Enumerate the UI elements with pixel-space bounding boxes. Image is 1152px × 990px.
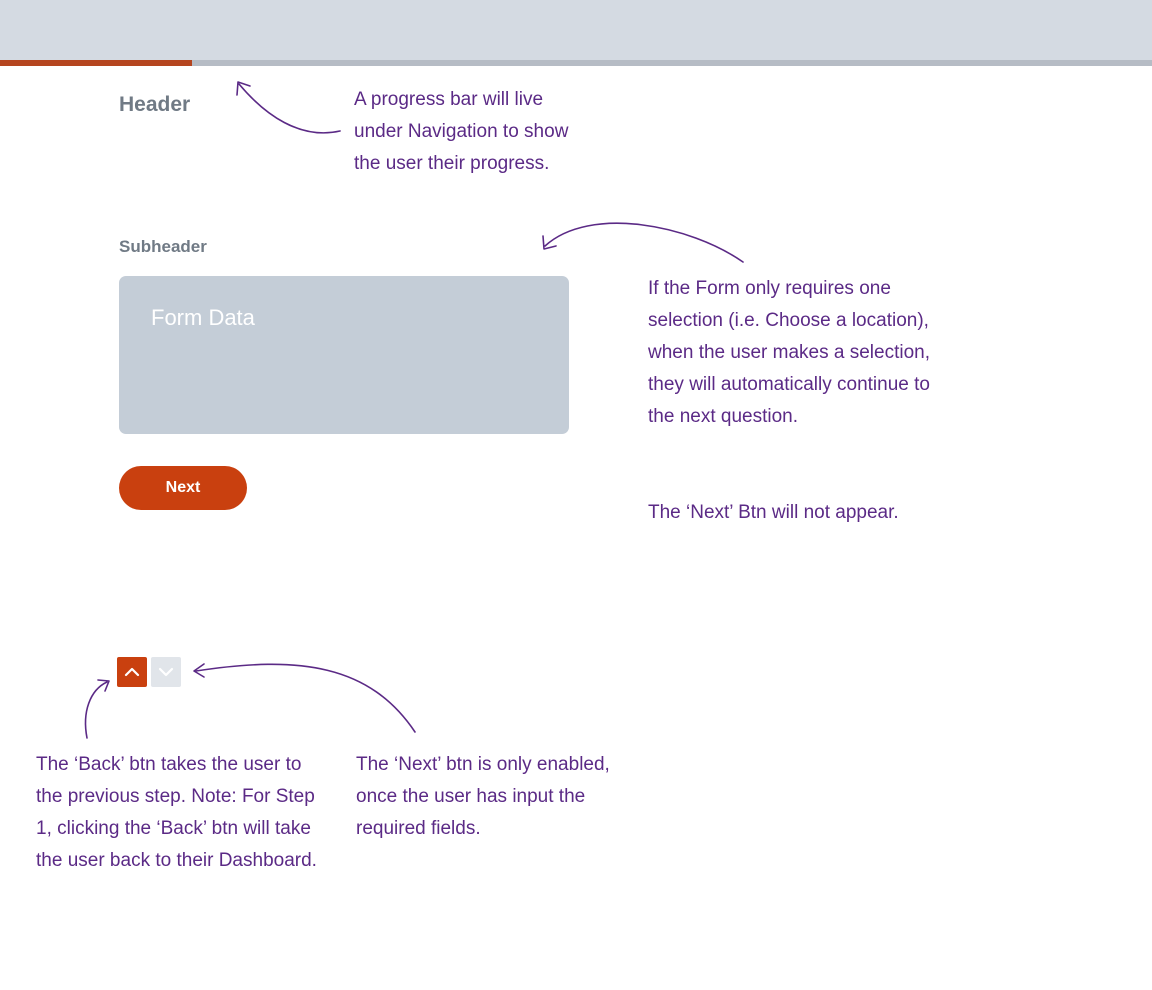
annotation-form-single-selection: If the Form only requires one selection (i.e. Choose a location), when the user makes a selection, they will automatically continue to the next question. [648,278,930,427]
annotation-next-btn-hidden: The ‘Next’ Btn will not appear. [648,502,899,523]
arrow-next-button [194,664,415,732]
arrow-back-button [86,680,109,738]
page-subheader: Subheader [119,237,207,256]
next-button[interactable]: Next [119,466,247,510]
arrow-form [543,223,743,262]
form-data-label: Form Data [151,305,255,330]
page-header: Header [119,93,191,116]
arrow-progress-bar [237,82,340,133]
annotation-back-btn: The ‘Back’ btn takes the user to the previous step. Note: For Step 1, clicking the ‘Back’ btn will take the user back to their Dashboard. [36,754,317,871]
annotation-next-btn-enabled: The ‘Next’ btn is only enabled, once the user has input the required fields. [356,754,610,839]
annotation-progress-bar: A progress bar will live under Navigation to show the user their progress. [354,89,569,174]
